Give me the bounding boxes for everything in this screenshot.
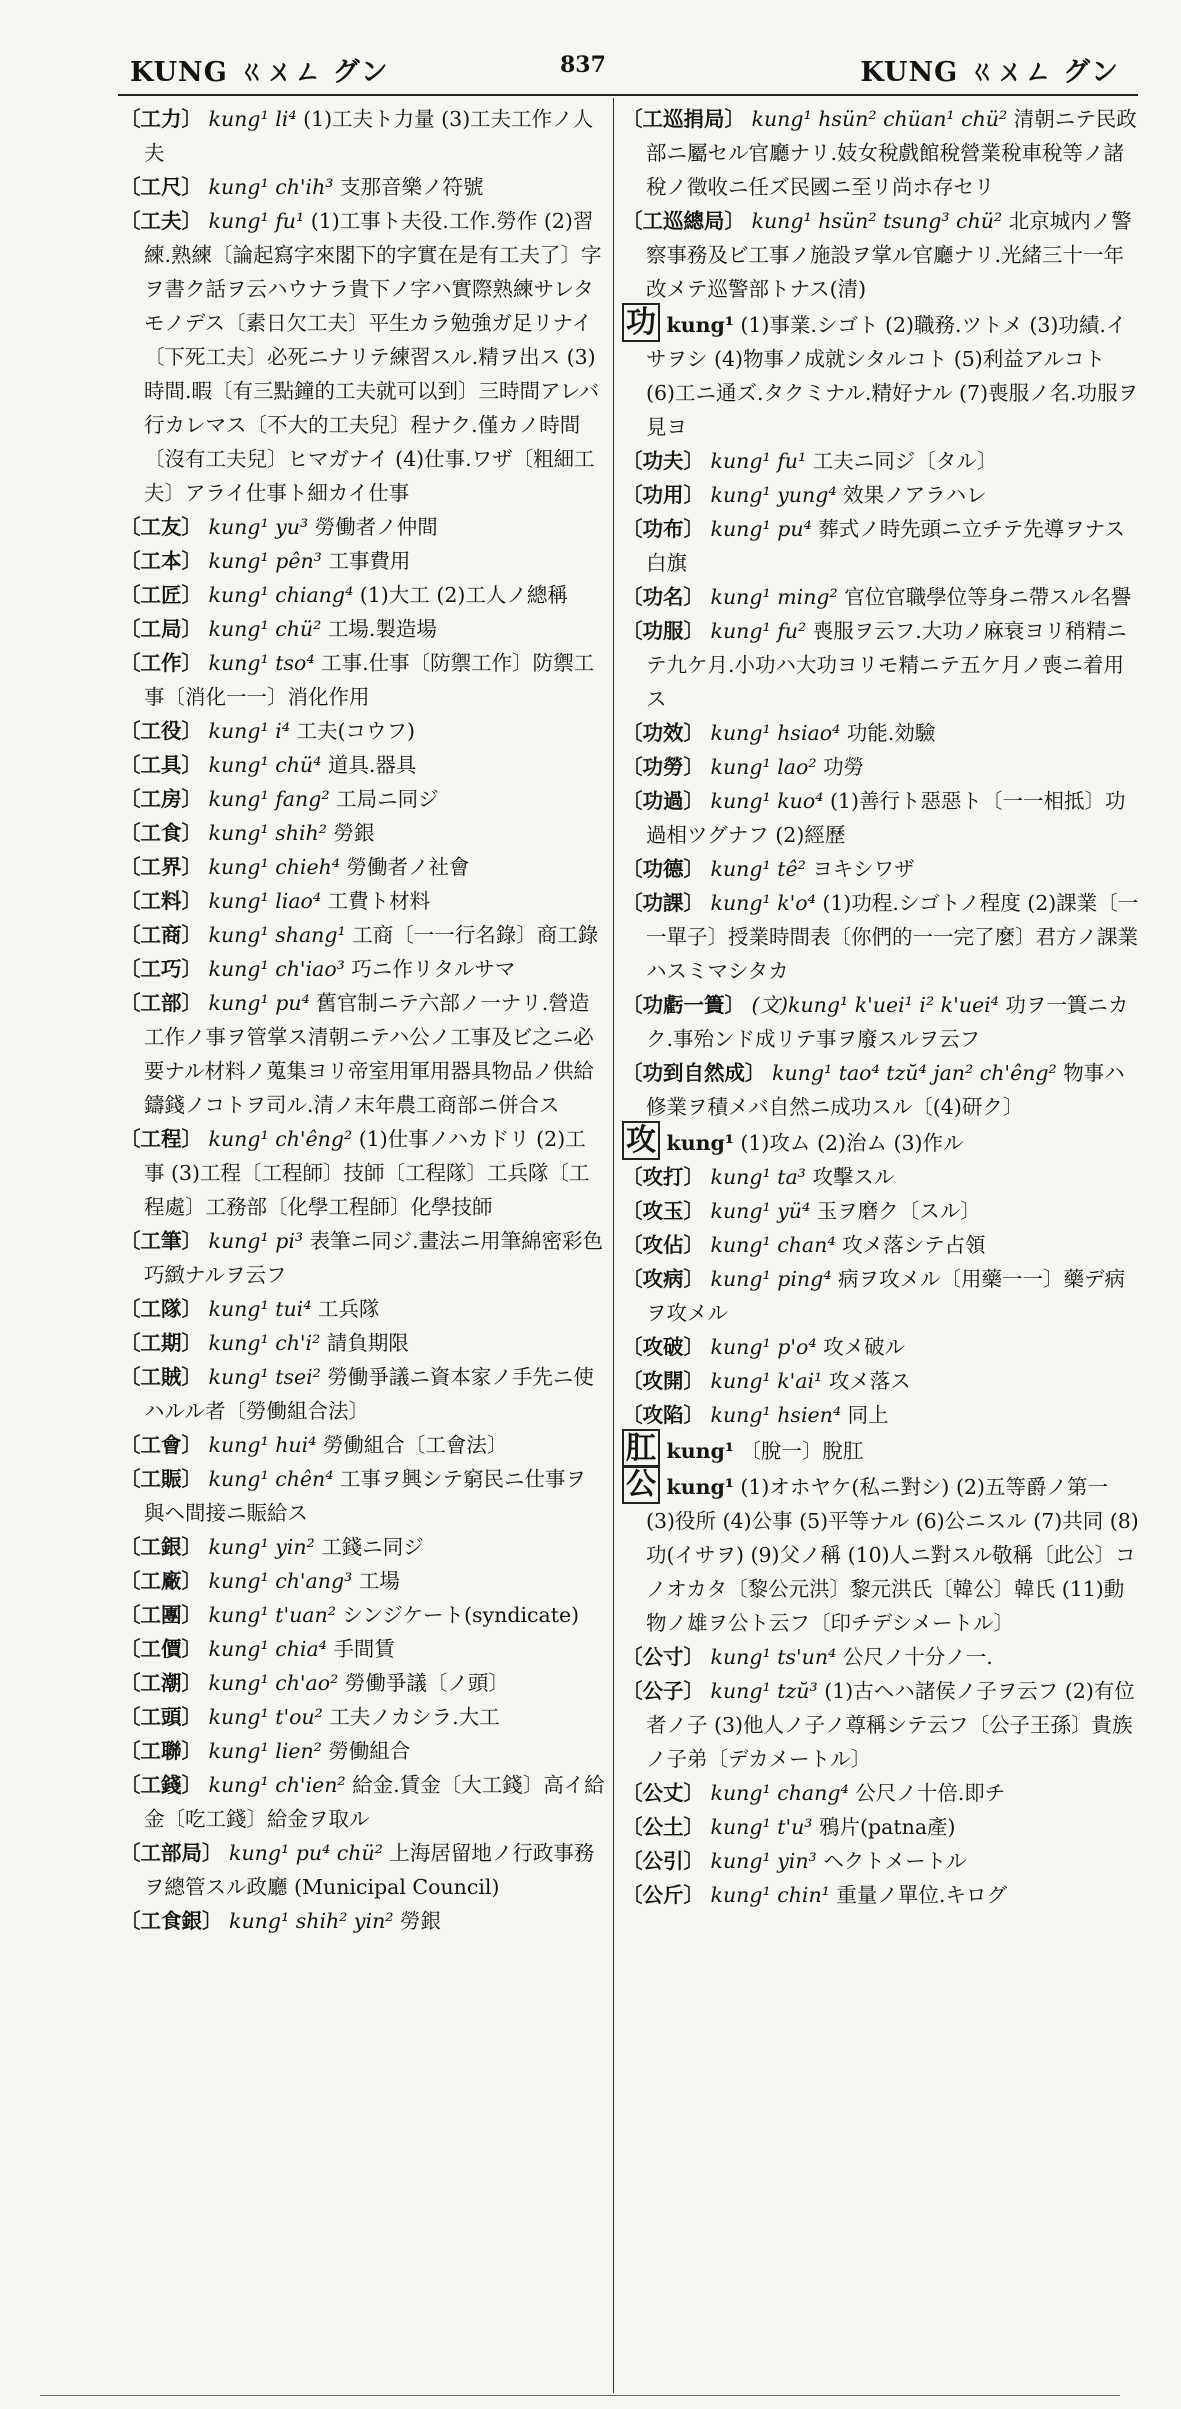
dictionary-entry: [622, 580, 1140, 614]
entry-definition: 舊官制ニテ六部ノ一ナリ.營造工作ノ事ヲ管掌ス清朝ニテハ公ノ工事及ビ之ニ必要ナル材料ノ蒐集ヨリ帝室用軍用器具物品ノ供給鑄錢ノコトヲ司ル.清ノ末年農工商部ニ併合ス: [144, 991, 594, 1117]
entry-definition: 喪服ヲ云フ.大功ノ麻衰ヨリ稍精ニテ九ケ月.小功ハ大功ヨリモ精ニテ五ケ月ノ喪ニ着用ス: [646, 619, 1127, 711]
entry-definition: 勞働爭議〔ノ頭〕: [344, 1671, 509, 1695]
entry-headword: 〔工價〕: [120, 1637, 202, 1661]
entry-romanization: kung¹ p'o⁴: [710, 1335, 817, 1359]
entry-headword: 〔攻打〕: [622, 1165, 704, 1189]
entry-definition: 支那音樂ノ符號: [340, 175, 484, 199]
dictionary-entry: [120, 102, 606, 170]
entry-romanization: kung¹ t'ou²: [208, 1705, 323, 1729]
dictionary-entry: [622, 1262, 1140, 1330]
dictionary-entry: [120, 1666, 606, 1700]
entry-romanization: kung¹ ts'un⁴: [710, 1645, 837, 1669]
entry-headword: 〔公丈〕: [622, 1781, 704, 1805]
dictionary-entry: [622, 512, 1140, 580]
dictionary-entry: [622, 852, 1140, 886]
entry-romanization: kung¹ yin²: [208, 1535, 315, 1559]
entry-romanization: kung¹ li⁴: [208, 107, 297, 131]
entry-headword: 肛: [622, 1429, 660, 1468]
entry-headword: 〔公引〕: [622, 1849, 704, 1873]
entry-headword: 〔工尺〕: [120, 175, 202, 199]
entry-romanization: kung¹ pi³: [208, 1229, 304, 1253]
entry-headword: 〔工會〕: [120, 1433, 202, 1457]
dictionary-entry: [622, 1776, 1140, 1810]
entry-headword: 〔功過〕: [622, 789, 704, 813]
entry-headword: 〔工料〕: [120, 889, 202, 913]
entry-definition: 官位官職學位等身ニ帶スル名譽: [844, 585, 1132, 609]
entry-romanization: kung¹ chin¹: [710, 1883, 830, 1907]
column-divider: [613, 98, 614, 2393]
entry-romanization: kung¹ ping⁴: [710, 1267, 832, 1291]
entry-definition: 巧ニ作リタルサマ: [351, 957, 516, 981]
entry-romanization: kung¹ tsei²: [208, 1365, 321, 1389]
entry-headword: 攻: [622, 1121, 660, 1160]
entry-definition: 攻メ破ル: [823, 1335, 906, 1359]
entry-headword: 〔功德〕: [622, 857, 704, 881]
entry-romanization: kung¹ chan⁴: [710, 1233, 836, 1257]
entry-definition: 勞働組合: [328, 1739, 411, 1763]
entry-headword: 〔功效〕: [622, 721, 704, 745]
entry-definition: 工夫ノカシラ.大工: [329, 1705, 500, 1729]
entry-definition: 勞銀: [333, 821, 375, 845]
entry-headword: 〔工賊〕: [120, 1365, 202, 1389]
entry-romanization: kung¹: [666, 313, 734, 337]
entry-definition: 公尺ノ十分ノ一.: [842, 1645, 993, 1669]
dictionary-entry: [622, 1194, 1140, 1228]
entry-definition: (1)工夫ト力量 (3)工夫工作ノ人夫: [144, 107, 594, 165]
entry-definition: 功ヲ一簣ニカク.事殆ンド成リテ事ヲ廢スルヲ云フ: [646, 993, 1129, 1051]
entry-definition: 物事ハ修業ヲ積メバ自然ニ成功スル〔(4)研ク〕: [646, 1061, 1125, 1119]
entry-definition: 工夫(コウフ): [296, 719, 416, 743]
entry-headword: 〔攻病〕: [622, 1267, 704, 1291]
entry-definition: 公尺ノ十倍.即チ: [855, 1781, 1006, 1805]
entry-definition: 表筆ニ同ジ.畫法ニ用筆綿密彩色巧緻ナルヲ云フ: [144, 1229, 604, 1287]
dictionary-entry: [120, 1734, 606, 1768]
entry-headword: 〔公寸〕: [622, 1645, 704, 1669]
entry-definition: 功勞: [823, 755, 865, 779]
entry-headword: 〔工局〕: [120, 617, 202, 641]
entry-definition: 工局ニ同ジ: [336, 787, 439, 811]
entry-headword: 〔工食銀〕: [120, 1909, 223, 1933]
entry-headword: 〔功虧一簣〕: [622, 993, 745, 1017]
entry-romanization: kung¹ hsün² tsung³ chü²: [751, 209, 1003, 233]
entry-headword: 〔工具〕: [120, 753, 202, 777]
entry-definition: (1)工事ト夫役.工作.勞作 (2)習練.熟練〔論起寫字來閣下的字實在是有工夫了〕字ヲ書ク話ヲ云ハウナラ貴下ノ字ハ實際熟練サレタモノデス〔素日欠工夫〕平生カラ勉強ガ足リナイ〔下死工夫〕必死ニナリテ練習スル.精ヲ出ス (3)時間.暇〔有三點鐘的工夫就可以到〕三時間アレバ行カレマス〔不大的工夫兒〕程ナク.僅カノ時間〔沒有工夫兒〕ヒマガナイ (4)仕事.ワザ〔粗細工夫〕アライ仕事ト細カイ仕事: [144, 209, 602, 505]
dictionary-entry: [120, 1632, 606, 1666]
entry-headword: 〔工程〕: [120, 1127, 202, 1151]
entry-definition: 北京城内ノ警察事務及ビ工事ノ施設ヲ掌ル官廳ナリ.光緒三十一年改メテ巡警部トナス(清): [646, 209, 1132, 301]
entry-definition: 勞働爭議ニ資本家ノ手先ニ使ハルル者〔勞働組合法〕: [144, 1365, 594, 1423]
dictionary-entry: [120, 204, 606, 510]
entry-romanization: kung¹ hsiao⁴: [710, 721, 841, 745]
entry-definition: 勞働者ノ社會: [346, 855, 470, 879]
dictionary-entry: [120, 884, 606, 918]
entry-definition: 同上: [847, 1403, 889, 1427]
entry-headword: 〔工廠〕: [120, 1569, 202, 1593]
entry-definition: 〔脫一〕脫肛: [740, 1439, 864, 1463]
entry-romanization: kung¹ k'o⁴: [710, 891, 816, 915]
dictionary-entry: [622, 204, 1140, 306]
dictionary-entry: [622, 1640, 1140, 1674]
entry-definition: 工場: [358, 1569, 400, 1593]
entry-romanization: kung¹ fu¹: [208, 209, 305, 233]
entry-headword: 〔公土〕: [622, 1815, 704, 1839]
entry-romanization: kung¹ chü⁴: [208, 753, 322, 777]
dictionary-entry: [120, 1360, 606, 1428]
entry-headword: 〔攻破〕: [622, 1335, 704, 1359]
entry-definition: 鴉片(patna產): [819, 1815, 956, 1839]
entry-headword: 功: [622, 303, 660, 342]
entry-headword: 〔功用〕: [622, 483, 704, 507]
entry-definition: 病ヲ攻メル〔用藥一一〕藥デ病ヲ攻メル: [646, 1267, 1125, 1325]
entry-romanization: kung¹ ch'ang³: [208, 1569, 353, 1593]
entry-headword: 〔工夫〕: [120, 209, 202, 233]
entry-romanization: kung¹ t'u³: [710, 1815, 813, 1839]
headword-entry: [622, 1432, 1140, 1468]
headword-entry: [622, 1468, 1140, 1640]
dictionary-entry: [120, 1428, 606, 1462]
dictionary-entry: [120, 816, 606, 850]
dictionary-entry: [120, 918, 606, 952]
entry-headword: 〔工房〕: [120, 787, 202, 811]
entry-romanization: kung¹ chia⁴: [208, 1637, 327, 1661]
entry-headword: 〔工隊〕: [120, 1297, 202, 1321]
left-column: [120, 102, 606, 2392]
entry-romanization: kung¹ lao²: [710, 755, 817, 779]
entry-definition: (1)古ヘハ諸侯ノ子ヲ云フ (2)有位者ノ子 (3)他人ノ子ノ尊稱シテ云フ〔公子王孫〕貴族ノ子弟〔デカメートル〕: [646, 1679, 1135, 1771]
dictionary-entry: [622, 1056, 1140, 1124]
entry-headword: 〔工聯〕: [120, 1739, 202, 1763]
entry-definition: 手間賃: [333, 1637, 395, 1661]
dictionary-entry: [120, 782, 606, 816]
dictionary-entry: [622, 1160, 1140, 1194]
entry-definition: 勞銀: [400, 1909, 442, 1933]
entry-romanization: kung¹ pên³: [208, 549, 322, 573]
dictionary-entry: [120, 850, 606, 884]
entry-headword: 〔公斤〕: [622, 1883, 704, 1907]
entry-definition: (1)攻ム (2)治ム (3)作ル: [740, 1131, 964, 1155]
entry-romanization: kung¹ ch'ien²: [208, 1773, 346, 1797]
entry-headword: 〔工錢〕: [120, 1773, 202, 1797]
entry-definition: 工錢ニ同ジ: [321, 1535, 424, 1559]
entry-romanization: kung¹ shang¹: [208, 923, 346, 947]
entry-definition: 上海居留地ノ行政事務ヲ總管スル政廳 (Municipal Council): [144, 1841, 595, 1899]
entry-romanization: kung¹ hsien⁴: [710, 1403, 842, 1427]
entry-romanization: kung¹ pu⁴ chü²: [229, 1841, 383, 1865]
entry-headword: 〔工期〕: [120, 1331, 202, 1355]
entry-definition: 工商〔一一行名錄〕商工錄: [352, 923, 599, 947]
dictionary-entry: [120, 1462, 606, 1530]
entry-romanization: kung¹: [666, 1475, 734, 1499]
entry-romanization: kung¹ chiang⁴: [208, 583, 354, 607]
entry-romanization: kung¹ kuo⁴: [710, 789, 824, 813]
dictionary-entry: [622, 750, 1140, 784]
entry-definition: (1)仕事ノハカドリ (2)工事 (3)工程〔工程師〕技師〔工程隊〕工兵隊〔工程處〕工務部〔化學工程師〕化學技師: [144, 1127, 590, 1219]
dictionary-entry: [120, 1768, 606, 1836]
entry-romanization: kung¹ shih²: [208, 821, 327, 845]
entry-definition: (1)功程.シゴトノ程度 (2)課業〔一一單子〕授業時間表〔你們的一一完了麼〕君方ノ課業ハスミマシタカ: [646, 891, 1139, 983]
entry-romanization: kung¹ fang²: [208, 787, 330, 811]
entry-headword: 〔功夫〕: [622, 449, 704, 473]
entry-definition: 工場.製造場: [327, 617, 437, 641]
dictionary-entry: [622, 784, 1140, 852]
entry-headword: 〔攻陷〕: [622, 1403, 704, 1427]
entry-headword: 〔工潮〕: [120, 1671, 202, 1695]
dictionary-entry: [120, 1700, 606, 1734]
entry-romanization: kung¹ chü²: [208, 617, 322, 641]
entry-romanization: kung¹ hui⁴: [208, 1433, 317, 1457]
dictionary-entry: [622, 1844, 1140, 1878]
entry-romanization: kung¹ tso⁴: [208, 651, 315, 675]
entry-romanization: kung¹ yü⁴: [710, 1199, 811, 1223]
entry-definition: 清朝ニテ民政部ニ屬セル官廳ナリ.妓女稅戲館稅營業稅車稅等ノ諸稅ノ徵收ニ任ズ民國ニ至リ尚ホ存セリ: [646, 107, 1137, 199]
entry-romanization: kung¹ k'ai¹: [710, 1369, 823, 1393]
entry-romanization: kung¹ tao⁴ tzŭ⁴ jan² ch'êng²: [772, 1061, 1057, 1085]
entry-romanization: kung¹ chieh⁴: [208, 855, 341, 879]
entry-definition: 攻擊スル: [812, 1165, 895, 1189]
entry-romanization: kung¹ pu⁴: [208, 991, 310, 1015]
entry-headword: 〔工巧〕: [120, 957, 202, 981]
entry-definition: 攻メ落シテ占領: [842, 1233, 986, 1257]
dictionary-entry: [622, 1878, 1140, 1912]
entry-definition: (1)善行ト惡惡ト〔一一相抵〕功過相ツグナフ (2)經歷: [646, 789, 1126, 847]
dictionary-entry: [622, 1810, 1140, 1844]
entry-romanization: kung¹ yu³: [208, 515, 309, 539]
entry-romanization: kung¹ fu²: [710, 619, 807, 643]
dictionary-entry: [120, 1904, 606, 1938]
entry-definition: 玉ヲ磨ク〔スル〕: [816, 1199, 981, 1223]
entry-definition: (1)大工 (2)工人ノ總稱: [359, 583, 568, 607]
entry-definition: 功能.効驗: [846, 721, 936, 745]
entry-romanization: kung¹ liao⁴: [208, 889, 322, 913]
entry-romanization: kung¹ shih² yin²: [229, 1909, 394, 1933]
dictionary-entry: [622, 444, 1140, 478]
entry-definition: ヨキシワザ: [812, 857, 915, 881]
dictionary-entry: [120, 986, 606, 1122]
entry-definition: 請負期限: [326, 1331, 409, 1355]
entry-romanization: kung¹ ch'iao³: [208, 957, 345, 981]
dictionary-entry: [120, 1224, 606, 1292]
entry-romanization: kung¹ chang⁴: [710, 1781, 849, 1805]
header-rule: [118, 94, 1138, 96]
entry-definition: 道具.器具: [327, 753, 417, 777]
dictionary-entry: [120, 1292, 606, 1326]
dictionary-entry: [622, 1228, 1140, 1262]
entry-definition: 攻メ落ス: [828, 1369, 911, 1393]
entry-definition: 勞働組合〔工會法〕: [322, 1433, 508, 1457]
entry-romanization: kung¹ hsün² chüan¹ chü²: [751, 107, 1008, 131]
entry-headword: 〔工部局〕: [120, 1841, 223, 1865]
entry-romanization: kung¹ ch'i²: [208, 1331, 321, 1355]
dictionary-entry: [120, 1122, 606, 1224]
dictionary-entry: [622, 1364, 1140, 1398]
entry-definition: (1)オホヤケ(私ニ對シ) (2)五等爵ノ第一 (3)役所 (4)公事 (5)平等ナル (6)公ニスル (7)共同 (8)功(イサヲ) (9)父ノ稱 (10)人ニ對スル敬稱〔此公〕コノオカタ〔黎公元洪〕黎元洪氏〔韓公〕韓氏 (11)動物ノ雄ヲ公ト云フ〔印チデシメートル〕: [646, 1475, 1139, 1635]
entry-headword: 〔攻佔〕: [622, 1233, 704, 1257]
entry-romanization: kung¹ fu¹: [710, 449, 807, 473]
headword-entry: [622, 306, 1140, 444]
dictionary-entry: [622, 988, 1140, 1056]
entry-headword: 〔公子〕: [622, 1679, 704, 1703]
dictionary-entry: [120, 544, 606, 578]
entry-definition: ヘクトメートル: [823, 1849, 967, 1873]
entry-romanization: kung¹ yin³: [710, 1849, 817, 1873]
page-number: 837: [560, 52, 606, 78]
dictionary-entry: [622, 886, 1140, 988]
entry-headword: 〔功服〕: [622, 619, 704, 643]
dictionary-entry: [622, 1398, 1140, 1432]
entry-definition: 工費ト材料: [327, 889, 431, 913]
entry-headword: 〔工作〕: [120, 651, 202, 675]
dictionary-entry: [120, 170, 606, 204]
entry-romanization: kung¹ tê²: [710, 857, 806, 881]
entry-romanization: kung¹ tui⁴: [208, 1297, 312, 1321]
running-head-left: KUNG ㄍㄨㄥ グン: [130, 57, 389, 88]
entry-romanization: kung¹ chên⁴: [208, 1467, 334, 1491]
entry-romanization: kung¹: [666, 1439, 734, 1463]
dictionary-entry: [622, 102, 1140, 204]
entry-definition: 工事ヲ興シテ窮民ニ仕事ヲ與ヘ間接ニ賑給ス: [144, 1467, 586, 1525]
entry-romanization: kung¹ yung⁴: [710, 483, 837, 507]
entry-definition: 效果ノアラハレ: [843, 483, 987, 507]
page-header: [0, 0, 1181, 90]
entry-headword: 〔工巡捐局〕: [622, 107, 745, 131]
entry-definition: 工兵隊: [317, 1297, 380, 1321]
entry-headword: 〔功布〕: [622, 517, 704, 541]
entry-headword: 〔攻玉〕: [622, 1199, 704, 1223]
dictionary-entry: [622, 1330, 1140, 1364]
dictionary-entry: [120, 510, 606, 544]
entry-romanization: kung¹ t'uan²: [208, 1603, 336, 1627]
entry-romanization: kung¹ ch'êng²: [208, 1127, 353, 1151]
dictionary-entry: [120, 1564, 606, 1598]
entry-definition: (1)事業.シゴト (2)職務.ツトメ (3)功績.イサヲシ (4)物事ノ成就シタルコト (5)利益アルコト (6)工ニ通ズ.タクミナル.精好ナル (7)喪服ノ名.功服ヲ見ヨ: [646, 313, 1139, 439]
entry-romanization: kung¹ ch'ih³: [208, 175, 334, 199]
entry-headword: 〔工巡總局〕: [622, 209, 745, 233]
dictionary-entry: [120, 612, 606, 646]
entry-headword: 〔工賑〕: [120, 1467, 202, 1491]
entry-definition: 工事.仕事〔防禦工作〕防禦工事〔消化一一〕消化作用: [144, 651, 595, 709]
entry-definition: シンジケート(syndicate): [342, 1603, 580, 1627]
dictionary-entry: [120, 1326, 606, 1360]
dictionary-entry: [120, 1530, 606, 1564]
headword-entry: [622, 1124, 1140, 1160]
entry-headword: 〔功勞〕: [622, 755, 704, 779]
entry-headword: 〔工食〕: [120, 821, 202, 845]
entry-headword: 〔工筆〕: [120, 1229, 202, 1253]
entry-romanization: kung¹ tzŭ³: [710, 1679, 818, 1703]
entry-headword: 〔工匠〕: [120, 583, 202, 607]
dictionary-entry: [120, 578, 606, 612]
dictionary-entry: [120, 646, 606, 714]
dictionary-entry: [622, 716, 1140, 750]
footer-rule: [40, 2395, 1120, 2396]
entry-definition: 重量ノ單位.キログ: [836, 1883, 1007, 1907]
entry-definition: 勞働者ノ仲間: [314, 515, 438, 539]
entry-headword: 〔工團〕: [120, 1603, 202, 1627]
entry-headword: 〔功名〕: [622, 585, 704, 609]
entry-romanization: kung¹ pu⁴: [710, 517, 812, 541]
entry-headword: 〔功課〕: [622, 891, 704, 915]
dictionary-entry: [120, 714, 606, 748]
entry-definition: 工事費用: [328, 549, 411, 573]
entry-headword: 〔工役〕: [120, 719, 202, 743]
entry-romanization: kung¹ lien²: [208, 1739, 322, 1763]
entry-headword: 〔攻開〕: [622, 1369, 704, 1393]
entry-romanization: kung¹ ta³: [710, 1165, 806, 1189]
dictionary-entry: [120, 1598, 606, 1632]
entry-romanization: kung¹ ming²: [710, 585, 838, 609]
entry-headword: 〔工商〕: [120, 923, 202, 947]
dictionary-entry: [622, 1674, 1140, 1776]
dictionary-entry: [622, 614, 1140, 716]
entry-headword: 〔工友〕: [120, 515, 202, 539]
entry-romanization: kung¹: [666, 1131, 734, 1155]
entry-definition: 給金.賃金〔大工錢〕高イ給金〔吃工錢〕給金ヲ取ル: [144, 1773, 605, 1831]
entry-headword: 〔工本〕: [120, 549, 202, 573]
entry-headword: 〔工部〕: [120, 991, 202, 1015]
entry-definition: 葬式ノ時先頭ニ立チテ先導ヲナス白旗: [646, 517, 1125, 575]
entry-romanization: (文)kung¹ k'uei¹ i² k'uei⁴: [751, 993, 999, 1017]
entry-definition: 工夫ニ同ジ〔タル〕: [812, 449, 998, 473]
running-head-right: KUNG ㄍㄨㄥ グン: [860, 57, 1119, 88]
right-column: [622, 102, 1140, 2392]
dictionary-entry: [622, 478, 1140, 512]
entry-headword: 〔工頭〕: [120, 1705, 202, 1729]
entry-headword: 〔工界〕: [120, 855, 202, 879]
entry-romanization: kung¹ ch'ao²: [208, 1671, 339, 1695]
dictionary-entry: [120, 1836, 606, 1904]
entry-headword: 公: [622, 1465, 660, 1504]
entry-headword: 〔功到自然成〕: [622, 1061, 766, 1085]
entry-romanization: kung¹ i⁴: [208, 719, 290, 743]
dictionary-entry: [120, 748, 606, 782]
entry-headword: 〔工力〕: [120, 107, 202, 131]
entry-headword: 〔工銀〕: [120, 1535, 202, 1559]
dictionary-entry: [120, 952, 606, 986]
